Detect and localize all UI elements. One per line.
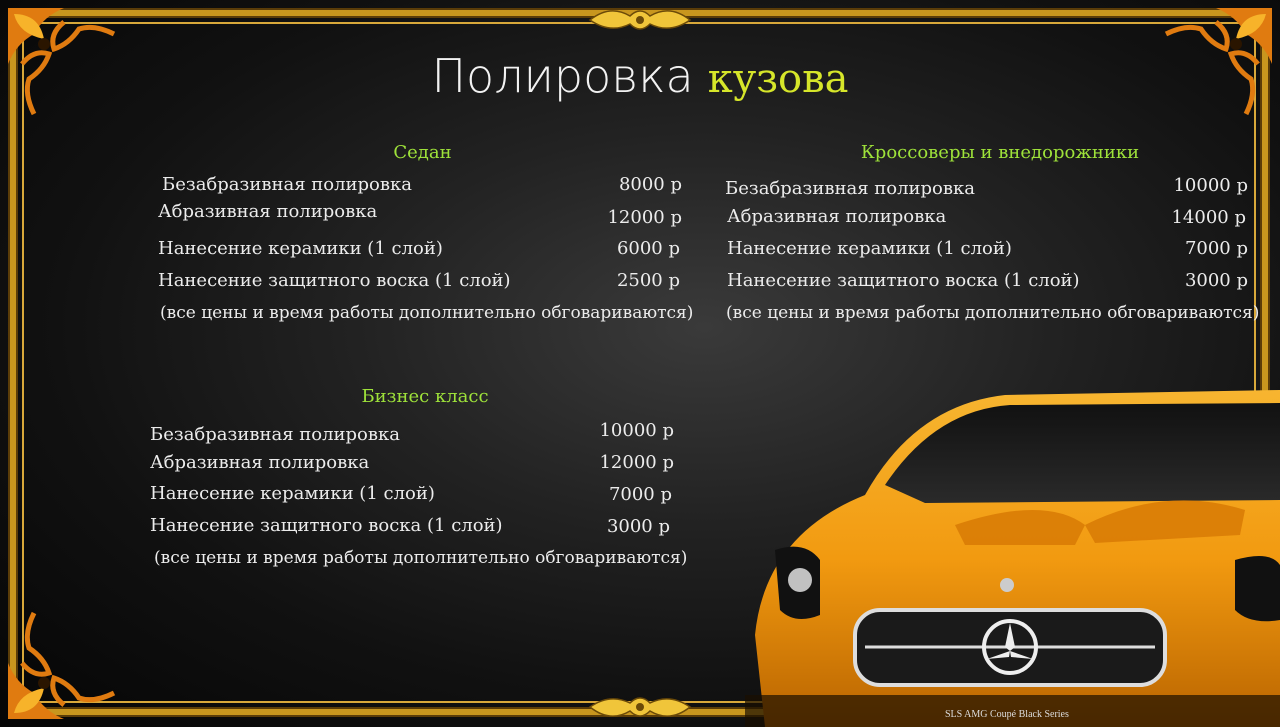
business-price-1: 10000 р	[599, 420, 674, 441]
business-price-4: 3000 р	[606, 516, 670, 537]
sedan-note: (все цены и время работы дополнительно обговариваются)	[160, 303, 694, 323]
crossover-note: (все цены и время работы дополнительно обговариваются)	[726, 303, 1260, 323]
sedan-price-4: 2500 р	[616, 270, 680, 291]
crossover-service-3: Нанесение керамики (1 слой)	[727, 238, 1012, 259]
business-price-3: 7000 р	[608, 484, 672, 505]
business-heading: Бизнес класс	[361, 386, 489, 407]
sedan-price-3: 6000 р	[616, 238, 680, 259]
sedan-service-1: Безабразивная полировка	[162, 174, 413, 195]
corner-ornament-icon	[4, 603, 124, 723]
business-price-2: 12000 р	[599, 452, 674, 473]
sedan-service-3: Нанесение керамики (1 слой)	[158, 238, 443, 259]
business-note: (все цены и время работы дополнительно обговариваются)	[154, 548, 688, 568]
crossover-service-4: Нанесение защитного воска (1 слой)	[727, 270, 1080, 291]
title-word-2: кузова	[707, 56, 849, 102]
crossover-service-2: Абразивная полировка	[727, 206, 947, 227]
crossover-price-2: 14000 р	[1171, 207, 1246, 228]
crossover-price-4: 3000 р	[1184, 270, 1248, 291]
page-title	[0, 48, 1280, 107]
sedan-price-2: 12000 р	[607, 207, 682, 228]
title-word-1: Полировка	[431, 49, 694, 103]
crossover-service-1: Безабразивная полировка	[725, 178, 976, 199]
business-service-1: Безабразивная полировка	[150, 424, 401, 445]
business-service-3: Нанесение керамики (1 слой)	[150, 483, 435, 504]
top-ornament-icon	[585, 4, 695, 36]
business-service-4: Нанесение защитного воска (1 слой)	[150, 515, 503, 536]
crossover-heading: Кроссоверы и внедорожники	[860, 142, 1140, 163]
sedan-service-2: Абразивная полировка	[158, 201, 378, 222]
car-caption: SLS AMG Coupé Black Series	[945, 709, 1069, 720]
sedan-service-4: Нанесение защитного воска (1 слой)	[158, 270, 511, 291]
car-image	[745, 385, 1280, 727]
crossover-price-3: 7000 р	[1184, 238, 1248, 259]
sedan-heading: Седан	[393, 142, 452, 163]
sedan-price-1: 8000 р	[618, 174, 682, 195]
bottom-ornament-icon	[585, 691, 695, 723]
business-service-2: Абразивная полировка	[150, 452, 370, 473]
crossover-price-1: 10000 р	[1173, 175, 1248, 196]
